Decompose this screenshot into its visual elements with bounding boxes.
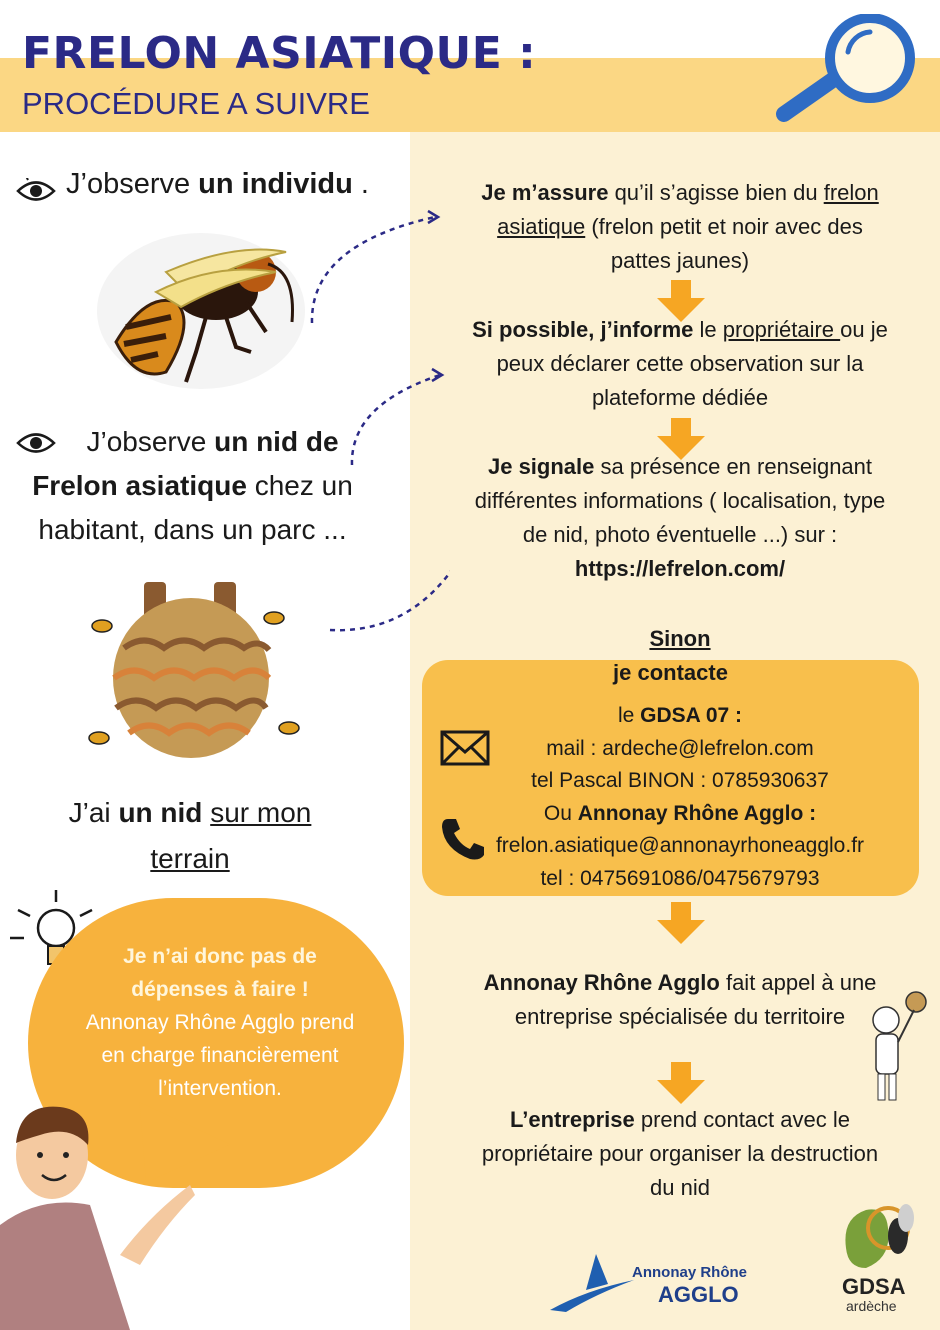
gdsa-logo-subtext: ardèche bbox=[846, 1298, 897, 1314]
eye-icon bbox=[16, 178, 56, 204]
contact-heading: je contacte bbox=[613, 660, 728, 685]
gdsa-logo-mark bbox=[836, 1198, 916, 1276]
down-arrow-icon bbox=[657, 1062, 705, 1104]
observation-individual: J’observe un individu . bbox=[66, 168, 369, 200]
man-illustration bbox=[0, 1095, 200, 1330]
nest-illustration bbox=[84, 578, 314, 758]
bubble-text: Je n’ai donc pas de dépenses à faire ! Annonay Rhône Agglo prend en charge financièrement l’intervention. bbox=[85, 945, 355, 1100]
step-inform: Si possible, j’informe le propriétaire ou je peux déclarer cette observation sur la plateforme dédiée bbox=[472, 317, 888, 410]
agglo-mail[interactable]: frelon.asiatique@annonayrhoneagglo.fr bbox=[495, 834, 865, 857]
step-verify: Je m’assure qu’il s’agisse bien du frelon asiatique (frelon petit et noir avec des pattes jaunes) bbox=[481, 180, 879, 273]
step-company: L’entreprise prend contact avec le propriétaire pour organiser la destruction du nid bbox=[481, 1107, 879, 1200]
annonay-logo-mark bbox=[546, 1250, 636, 1314]
own-nest-text: J’ai un nid sur mon terrain bbox=[68, 797, 312, 874]
hornet-illustration bbox=[96, 232, 306, 390]
annonay-logo-text-bottom: AGGLO bbox=[658, 1282, 739, 1307]
gdsa-mail[interactable]: mail : ardeche@lefrelon.com bbox=[546, 736, 814, 760]
gdsa-logo-text: GDSA bbox=[842, 1274, 906, 1299]
otherwise-heading: Sinon bbox=[649, 626, 711, 651]
agglo-phone[interactable]: tel : 0475691086/0475679793 bbox=[540, 866, 820, 890]
magnifier-icon bbox=[770, 14, 920, 124]
report-link[interactable]: https://lefrelon.com/ bbox=[574, 556, 786, 581]
observation-nest: J’observe un nid de Frelon asiatique chez un habitant, dans un parc ... bbox=[32, 426, 353, 545]
step-agglo-calls: Annonay Rhône Agglo fait appel à une entreprise spécialisée du territoire bbox=[483, 970, 877, 1029]
gdsa-phone[interactable]: tel Pascal BINON : 0785930637 bbox=[531, 769, 829, 792]
page-title: FRELON ASIATIQUE : bbox=[22, 28, 537, 79]
contact-details: le GDSA 07 : mail : ardeche@lefrelon.com tel Pascal BINON : 0785930637 Ou Annonay Rhône Agglo : frelon.asiatique@annonayrhoneagglo.fr tel : 0475691086/0475679793 bbox=[480, 700, 880, 895]
exterminator-illustration bbox=[858, 990, 928, 1105]
annonay-logo-text-top: Annonay Rhône bbox=[632, 1264, 747, 1281]
down-arrow-icon bbox=[657, 902, 705, 944]
step-report: Je signale sa présence en renseignant différentes informations ( localisation, type de nid, photo éventuelle ...) sur : https://lefrelon.com/ bbox=[474, 454, 886, 581]
page-subtitle: PROCÉDURE A SUIVRE bbox=[22, 86, 370, 121]
